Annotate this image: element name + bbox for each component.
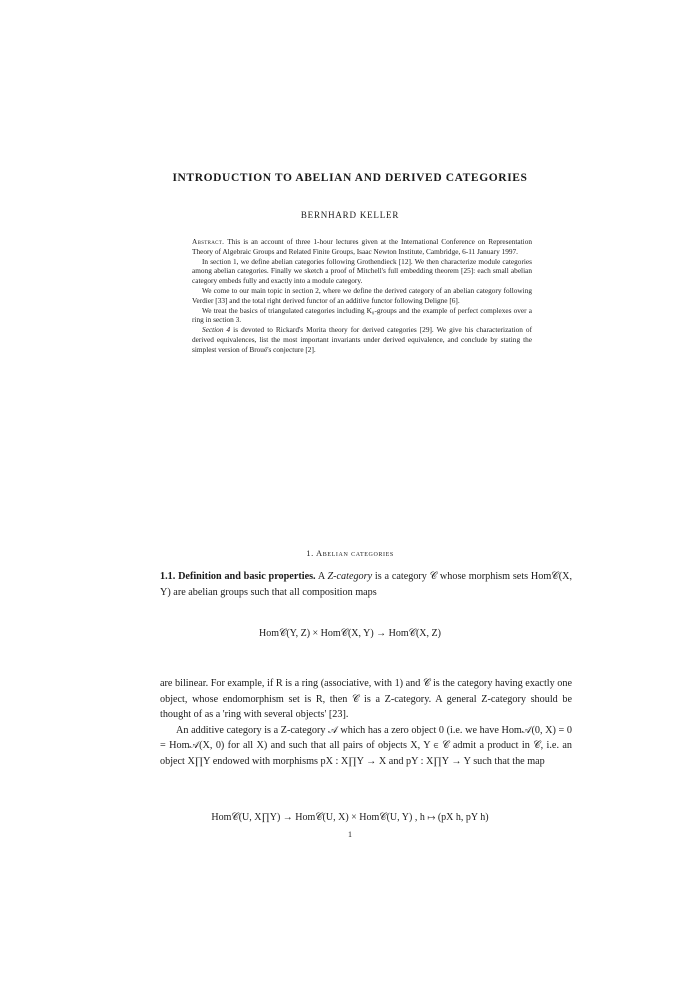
display-equation: Hom𝒞(Y, Z) × Hom𝒞(X, Y) → Hom𝒞(X, Z) — [259, 628, 441, 639]
abstract-paragraph — [192, 325, 532, 354]
subsection-number: 1.1. — [160, 571, 176, 582]
section-heading: 1. Abelian categories — [306, 548, 394, 558]
display-equation: Hom𝒞(U, X∏Y) → Hom𝒞(U, X) × Hom𝒞(U, Y) , h ↦ (pX h, pY h) — [211, 812, 489, 823]
body-paragraph — [160, 569, 572, 600]
abstract-paragraph: We come to our main topic in section 2, where we define the derived category of an abelian category following Verdier [33] and the total right derived functor of an additive functor following Deligne [6]. — [192, 285, 532, 305]
author-name: BERNHARD KELLER — [300, 210, 400, 220]
subsection-title: Definition and basic properties. — [178, 571, 316, 582]
paper-title: INTRODUCTION TO ABELIAN AND DERIVED CATEGORIES — [172, 172, 528, 184]
page-number: 1 — [348, 830, 352, 839]
defined-term: Z-category — [327, 571, 373, 582]
body-paragraph: are bilinear. For example, if R is a ring (associative, with 1) and 𝒞 is the category having exactly one object, whose endomorphism set is R, then 𝒞 is a Z-category. A general Z-category should be thought of as a 'ring with several objects' [23]. — [160, 678, 572, 721]
abstract-text: This is an account of three 1-hour lectures given at the International Conference on Representation Theory of Algebraic Groups and Related Finite Groups, Isaac Newton Institute, Cambridge, 6-11 January 1997. — [192, 237, 532, 256]
abstract-lead: Section 4 — [202, 325, 231, 335]
abstract-block — [192, 237, 532, 355]
body-text: is a category 𝒞 whose morphism sets Hom𝒞(X, Y) are abelian groups such that all composition maps — [160, 571, 573, 598]
abstract-text: is devoted to Rickard's Morita theory for derived categories [29]. We give his characterization of derived equivalences, list the most important invariants under derived equivalence, and conclude by stating the simplest version of Broué's conjecture [2]. — [192, 325, 532, 354]
body-paragraph: An additive category is a Z-category 𝒜 which has a zero object 0 (i.e. we have Hom𝒜(0, X) = 0 = Hom𝒜(X, 0) for all X) and such that all pairs of objects X, Y ∈ 𝒞 admit a product in 𝒞, i.e. an object X∏Y endowed with morphisms pX : X∏Y → X and pY : X∏Y → Y such that the map — [160, 724, 572, 767]
abstract-paragraph: We treat the basics of triangulated categories including K₀-groups and the example of perfect complexes over a ring in section 3. — [192, 305, 532, 325]
abstract-paragraph: In section 1, we define abelian categories following Grothendieck [12]. We then characterize module categories among abelian categories. Finally we sketch a proof of Mitchell's full embedding theorem [25]: each small abelian category embeds fully and exactly into a module category. — [192, 256, 532, 286]
abstract-label: Abstract. — [192, 237, 225, 246]
body-text-block — [160, 569, 572, 600]
body-text-block — [160, 676, 572, 770]
abstract-paragraph — [192, 237, 532, 257]
body-text: A — [317, 571, 328, 582]
